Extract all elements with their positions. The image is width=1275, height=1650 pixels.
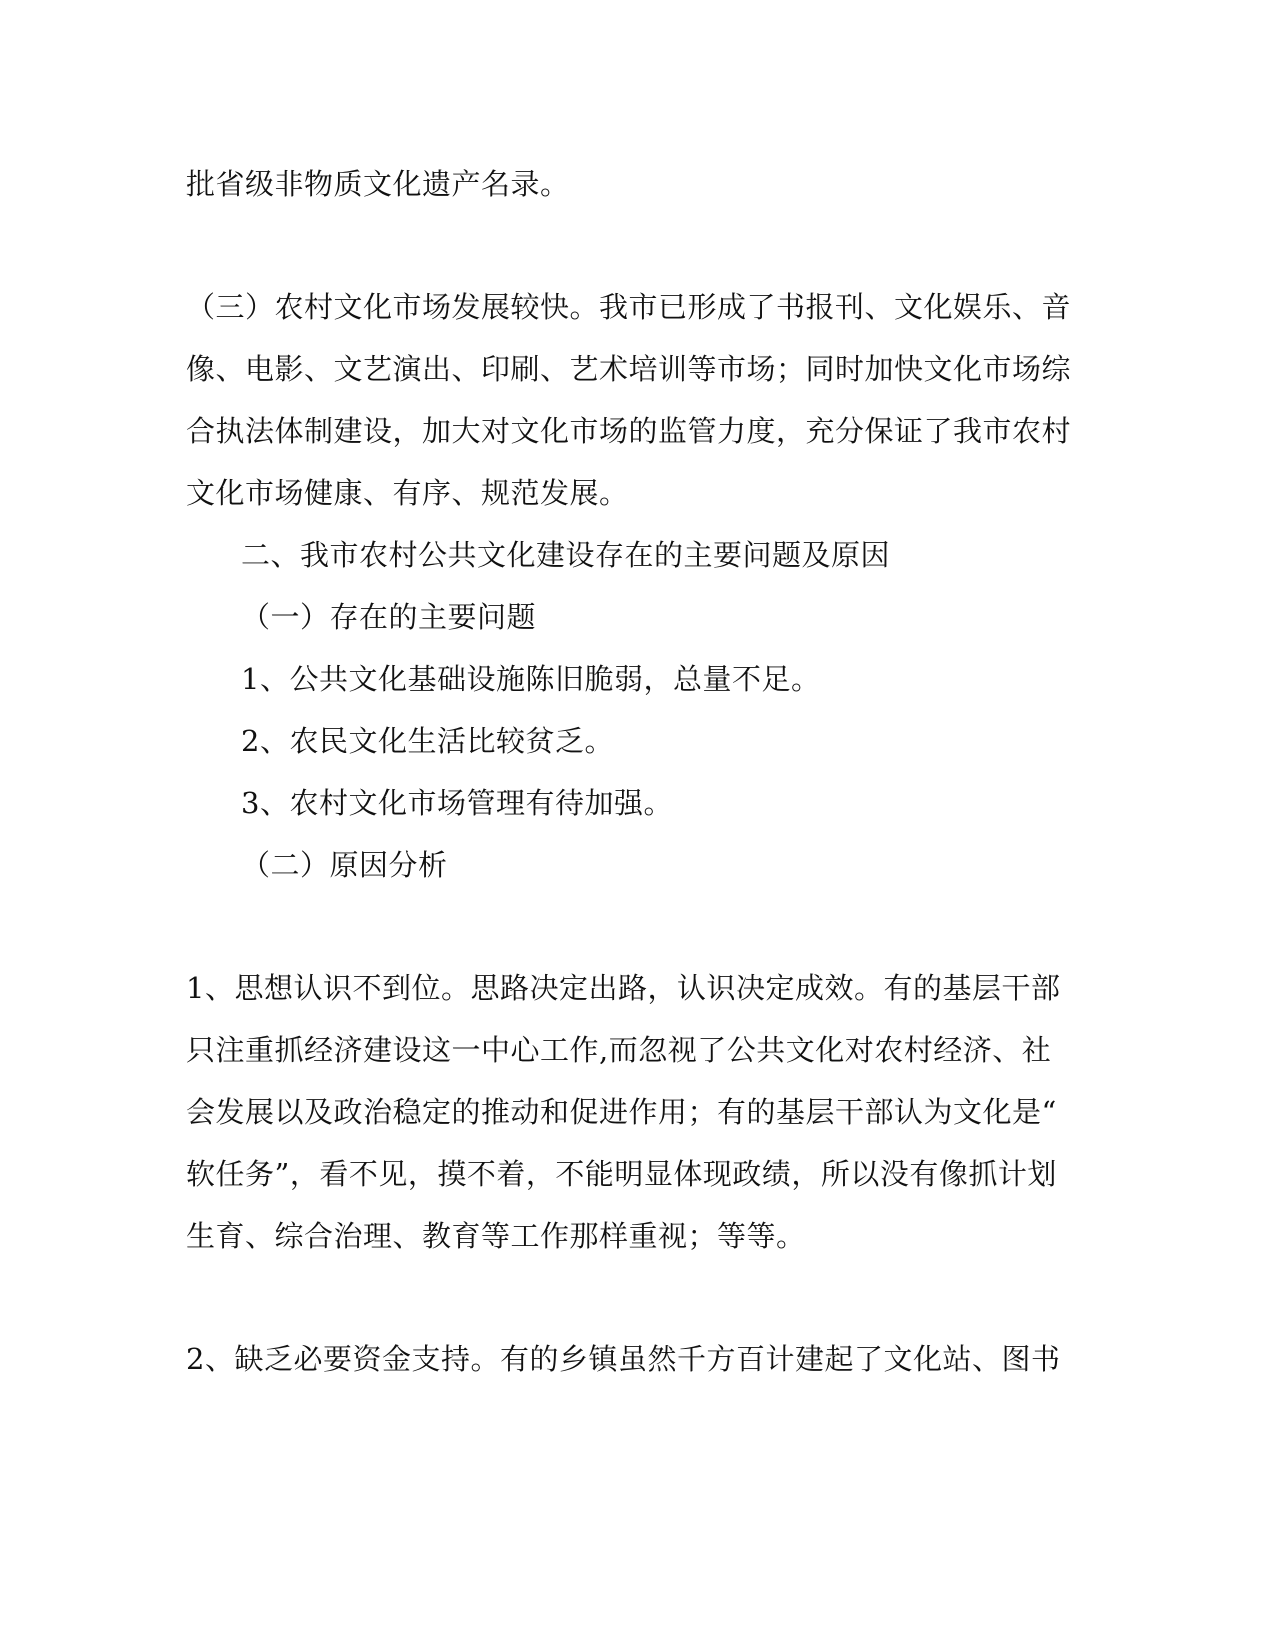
paragraph-line: （三）农村文化市场发展较快。我市已形成了书报刊、文化娱乐、音	[186, 290, 1072, 324]
paragraph-line: 软任务”，看不见，摸不着，不能明显体现政绩，所以没有像抓计划	[186, 1157, 1057, 1191]
paragraph-line: 合执法体制建设，加大对文化市场的监管力度，充分保证了我市农村	[186, 414, 1072, 448]
subsection-heading: （二）原因分析	[241, 848, 448, 882]
list-item: 2、农民文化生活比较贫乏。	[241, 724, 614, 758]
paragraph-line: 生育、综合治理、教育等工作那样重视；等等。	[186, 1219, 806, 1253]
paragraph-line: 像、电影、文艺演出、印刷、艺术培训等市场；同时加快文化市场综	[186, 352, 1072, 386]
paragraph-line: 批省级非物质文化遗产名录。	[186, 167, 570, 201]
paragraph-line: 2、缺乏必要资金支持。有的乡镇虽然千方百计建起了文化站、图书	[186, 1342, 1061, 1376]
paragraph-line: 1、思想认识不到位。思路决定出路，认识决定成效。有的基层干部	[186, 971, 1061, 1005]
subsection-heading: （一）存在的主要问题	[241, 600, 537, 634]
paragraph-line: 只注重抓经济建设这一中心工作,而忽视了公共文化对农村经济、社	[186, 1033, 1052, 1067]
list-item: 3、农村文化市场管理有待加强。	[241, 786, 673, 820]
paragraph-line: 文化市场健康、有序、规范发展。	[186, 476, 629, 510]
paragraph-line: 会发展以及政治稳定的推动和促进作用；有的基层干部认为文化是“	[186, 1095, 1057, 1129]
list-item: 1、公共文化基础设施陈旧脆弱，总量不足。	[241, 662, 821, 696]
section-heading: 二、我市农村公共文化建设存在的主要问题及原因	[241, 538, 891, 572]
